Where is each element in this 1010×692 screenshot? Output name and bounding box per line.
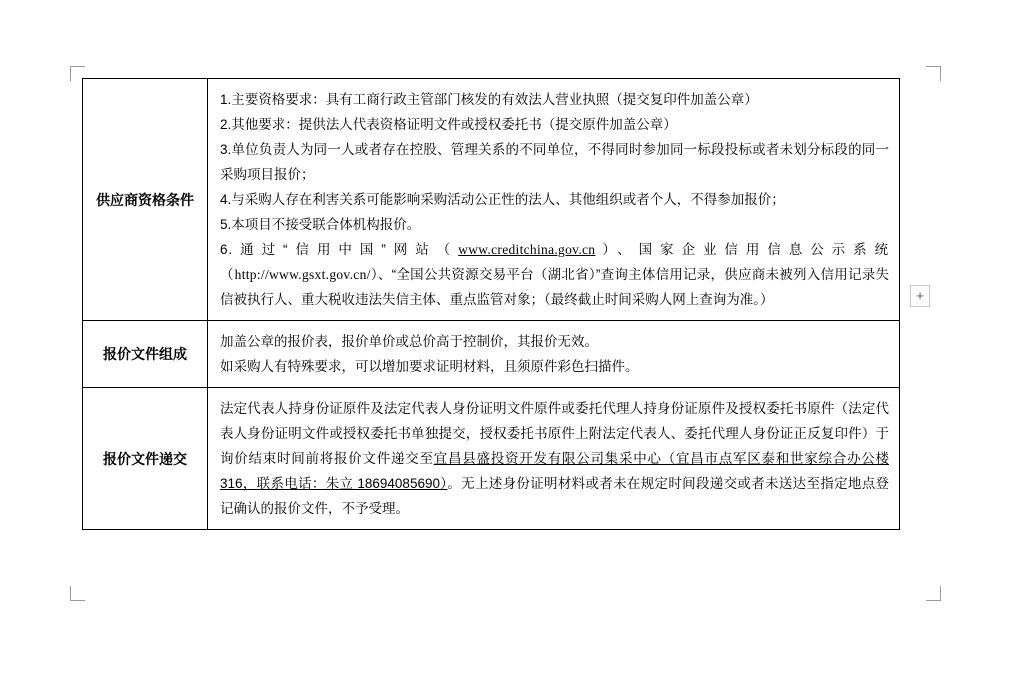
add-row-handle[interactable]: + <box>910 285 930 307</box>
crop-mark-bottom-left <box>70 586 85 601</box>
submission-paragraph <box>220 401 889 516</box>
row-label-quotation-submission: 报价文件递交 <box>83 388 208 530</box>
submission-text-pre: 法定代表人持身份证原件及法定代表人身份证明文件原件或委托代理人持身份证原件及授权委托书原件（法定代表人身份证明文件或授权委托书单独提交，授权委托书原件上附法定代表人、委托代理人身份证正反复印件）于询价结束时间前将报价文件递交至 <box>220 401 889 466</box>
list-item: 3.单位负责人为同一人或者存在控股、管理关系的不同单位，不得同时参加同一标段投标或者未划分标段的同一采购项目报价； <box>220 142 889 182</box>
crop-mark-top-right <box>926 66 941 81</box>
list-item: 如采购人有特殊要求，可以增加要求证明材料，且须原件彩色扫描件。 <box>220 359 639 374</box>
gsxt-link[interactable]: http://www.gsxt.gov.cn/ <box>234 267 371 282</box>
item6-mid2: ）、“全国公共资源交易平台（湖北省）”查询主体信用记录，供应商未被列入信用记录失信被执行人、重大税收违法失信主体、重点监管对象；（最终截止时间采购人网上查询为准。） <box>220 267 889 307</box>
row-content-supplier-qualification <box>208 79 900 321</box>
list-item: 2.其他要求：提供法人代表资格证明文件或授权委托书（提交原件加盖公章） <box>220 117 677 132</box>
list-item-credit-check <box>220 237 889 312</box>
submission-text-post: 。无上述身份证明材料或者未在规定时间段递交或者未送达至指定地点登记确认的报价文件，不予受理。 <box>220 476 890 516</box>
crop-mark-bottom-right <box>926 586 941 601</box>
row-content-quotation-composition <box>208 321 900 388</box>
row-label-supplier-qualification: 供应商资格条件 <box>83 79 208 321</box>
list-item: 加盖公章的报价表，报价单价或总价高于控制价，其报价无效。 <box>220 334 598 349</box>
row-content-quotation-submission <box>208 388 900 530</box>
row-label-quotation-composition: 报价文件组成 <box>83 321 208 388</box>
creditchina-link[interactable]: www.creditchina.gov.cn <box>458 242 596 257</box>
list-item: 4.与采购人存在利害关系可能影响采购活动公正性的法人、其他组织或者个人，不得参加报价； <box>220 192 785 207</box>
table-row <box>83 79 900 321</box>
submission-address-underlined: 宜昌县盛投资开发有限公司集采中心（宜昌市点军区泰和世家综合办公楼 316，联系电话：朱立 18694085690） <box>220 451 889 491</box>
list-item: 5.本项目不接受联合体机构报价。 <box>220 217 421 232</box>
list-item: 1.主要资格要求：具有工商行政主管部门核发的有效法人营业执照（提交复印件加盖公章） <box>220 92 758 107</box>
requirements-table <box>82 78 900 530</box>
table-row <box>83 388 900 530</box>
item6-mid1: ）、国家企业信用信息公示系统（ <box>220 242 890 282</box>
table-row <box>83 321 900 388</box>
item6-prefix: 6.通过“信用中国”网站（ <box>220 242 459 257</box>
